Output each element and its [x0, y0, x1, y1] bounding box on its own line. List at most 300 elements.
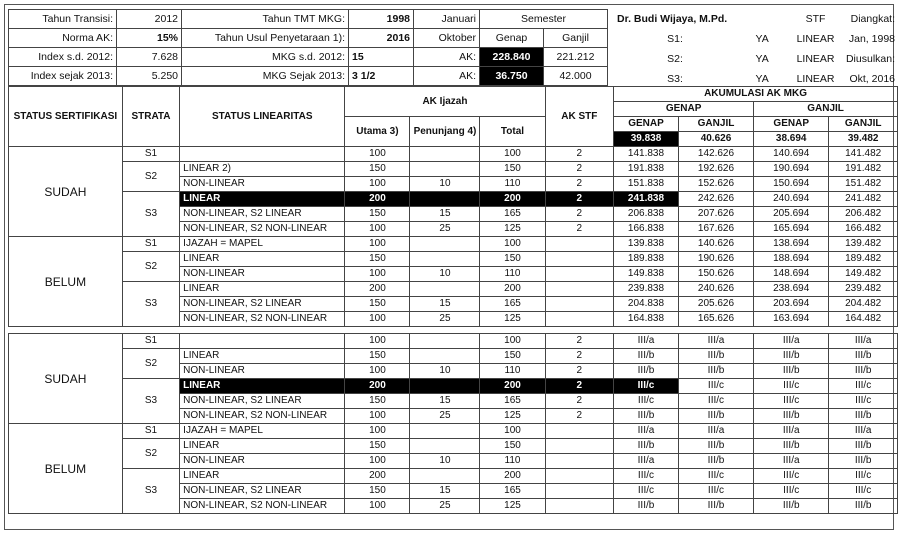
genap-1-cell: III/c [614, 394, 679, 409]
genap-2-cell: III/c [754, 484, 829, 499]
ganjil-2-cell: III/b [829, 364, 898, 379]
total-cell: 165 [480, 207, 545, 222]
genap-2-cell: III/a [754, 334, 829, 349]
ganjil-1-cell: 205.626 [678, 297, 753, 312]
total-cell: 165 [480, 297, 545, 312]
ak-label-2: AK: [414, 67, 480, 86]
genap-1-cell: 206.838 [614, 207, 679, 222]
table-row [9, 424, 898, 439]
genap-1-cell: 204.838 [614, 297, 679, 312]
penunjang-cell [410, 349, 480, 364]
header-genap-group: GENAP [614, 102, 754, 117]
genap-2-cell: 240.694 [754, 192, 829, 207]
table-row [9, 334, 898, 349]
table-row [9, 439, 898, 454]
table-row [9, 379, 898, 394]
total-cell: 200 [480, 192, 545, 207]
ak-stf-cell: 2 [545, 177, 614, 192]
norma-ak-value: 15% [117, 29, 182, 48]
ganjil-1-cell: 190.626 [678, 252, 753, 267]
penunjang-cell: 15 [410, 297, 480, 312]
ak-stf-cell [545, 282, 614, 297]
ak-stf-cell [545, 454, 614, 469]
strata-cell: S3 [122, 192, 179, 237]
total-cell: 150 [480, 252, 545, 267]
ak-stf-cell: 2 [545, 147, 614, 162]
penunjang-cell [410, 192, 480, 207]
utama-cell: 100 [345, 177, 410, 192]
ak-stf-cell: 2 [545, 364, 614, 379]
penunjang-cell: 10 [410, 364, 480, 379]
ak-stf-cell [545, 469, 614, 484]
ak-stf-cell [545, 252, 614, 267]
s1-value: YA [755, 33, 769, 45]
tahun-usul-value: 2016 [349, 29, 414, 48]
penunjang-cell: 25 [410, 312, 480, 327]
genap-1-cell: III/b [614, 349, 679, 364]
ak-stf-cell: 2 [545, 207, 614, 222]
ak-stf-cell: 2 [545, 409, 614, 424]
utama-cell: 200 [345, 379, 410, 394]
strata-cell: S1 [122, 147, 179, 162]
utama-cell: 100 [345, 267, 410, 282]
genap-2-cell: III/c [754, 469, 829, 484]
penunjang-cell: 15 [410, 207, 480, 222]
strata-cell: S3 [122, 379, 179, 424]
ak-stf-cell [545, 267, 614, 282]
ak-stf-cell [545, 424, 614, 439]
genap-1-cell: 189.838 [614, 252, 679, 267]
penunjang-cell: 25 [410, 499, 480, 514]
genap-2-cell: III/b [754, 409, 829, 424]
genap-1-cell: 141.838 [614, 147, 679, 162]
ganjil-2-cell: III/c [829, 394, 898, 409]
genap-2-cell: 163.694 [754, 312, 829, 327]
linearitas-cell: LINEAR [180, 252, 345, 267]
utama-cell: 100 [345, 409, 410, 424]
semester-ganjil-label: Ganjil [544, 29, 608, 48]
index-sejak-2013-value: 5.250 [117, 67, 182, 86]
linearitas-cell: NON-LINEAR, S2 LINEAR [180, 394, 345, 409]
tahun-usul-label: Tahun Usul Penyetaraan 1): [182, 29, 349, 48]
ganjil-2-cell: 139.482 [829, 237, 898, 252]
utama-cell: 150 [345, 252, 410, 267]
table-row [9, 349, 898, 364]
strata-cell: S3 [122, 282, 179, 327]
index-sejak-2013-label: Index sejak 2013: [9, 67, 117, 86]
linearitas-cell: NON-LINEAR [180, 454, 345, 469]
linearitas-cell: LINEAR [180, 349, 345, 364]
header-strata: STRATA [122, 87, 179, 147]
ganjil-1-cell: 152.626 [678, 177, 753, 192]
s3-type: LINEAR [796, 73, 835, 85]
genap-1-cell: III/c [614, 379, 679, 394]
linearitas-cell: LINEAR [180, 469, 345, 484]
s2-type: LINEAR [796, 53, 835, 65]
header-utama: Utama 3) [345, 117, 410, 147]
total-cell: 165 [480, 394, 545, 409]
penunjang-cell [410, 334, 480, 349]
ganjil-1-cell: 140.626 [678, 237, 753, 252]
total-cell: 125 [480, 222, 545, 237]
total-cell: 110 [480, 364, 545, 379]
ak-ganjil-1: 221.212 [544, 48, 608, 67]
utama-cell: 150 [345, 484, 410, 499]
ganjil-1-cell: III/b [678, 499, 753, 514]
ak-ganjil-2: 42.000 [544, 67, 608, 86]
linearitas-cell: LINEAR [180, 192, 345, 207]
sub-genap-2: 38.694 [754, 132, 829, 147]
total-cell: 100 [480, 237, 545, 252]
ganjil-1-cell: 150.626 [678, 267, 753, 282]
s1-type: LINEAR [796, 33, 835, 45]
genap-1-cell: 151.838 [614, 177, 679, 192]
ak-label-1: AK: [414, 48, 480, 67]
linearitas-cell: LINEAR [180, 282, 345, 297]
utama-cell: 100 [345, 222, 410, 237]
ak-stf-cell: 2 [545, 162, 614, 177]
genap-1-cell: III/c [614, 484, 679, 499]
genap-1-cell: 241.838 [614, 192, 679, 207]
penunjang-cell: 15 [410, 394, 480, 409]
penunjang-cell: 10 [410, 177, 480, 192]
ak-stf-cell: 2 [545, 334, 614, 349]
mkg-sd-2012-label: MKG s.d. 2012: [182, 48, 349, 67]
ganjil-2-cell: 166.482 [829, 222, 898, 237]
genap-1-cell: III/c [614, 469, 679, 484]
index-sd-2012-value: 7.628 [117, 48, 182, 67]
linearitas-cell: NON-LINEAR, S2 NON-LINEAR [180, 312, 345, 327]
total-cell: 110 [480, 454, 545, 469]
table-row [9, 237, 898, 252]
ganjil-2-cell: 151.482 [829, 177, 898, 192]
linearitas-cell [180, 147, 345, 162]
ganjil-2-cell: 191.482 [829, 162, 898, 177]
status-cell: BELUM [9, 237, 123, 327]
genap-1-cell: 164.838 [614, 312, 679, 327]
penunjang-cell [410, 439, 480, 454]
genap-2-cell: 205.694 [754, 207, 829, 222]
genap-1-cell: III/a [614, 454, 679, 469]
genap-2-cell: III/a [754, 454, 829, 469]
penunjang-cell [410, 379, 480, 394]
genap-2-cell: III/b [754, 439, 829, 454]
sub-genap-1: 39.838 [614, 132, 679, 147]
genap-1-cell: III/a [614, 334, 679, 349]
table-row [9, 252, 898, 267]
ganjil-2-cell: 204.482 [829, 297, 898, 312]
ak-stf-cell [545, 484, 614, 499]
strata-cell: S1 [122, 424, 179, 439]
genap-2-cell: III/c [754, 379, 829, 394]
genap-2-cell: 150.694 [754, 177, 829, 192]
norma-ak-label: Norma AK: [9, 29, 117, 48]
sub-ganjil-1: 40.626 [678, 132, 753, 147]
linearitas-cell: NON-LINEAR, S2 LINEAR [180, 297, 345, 312]
strata-cell: S1 [122, 334, 179, 349]
header-ganjil-2: GANJIL [829, 117, 898, 132]
ak-stf-cell: 2 [545, 222, 614, 237]
section-separator [9, 327, 898, 334]
tahun-tmt-month: Januari [414, 10, 480, 29]
header-ak-stf: AK STF [545, 87, 614, 147]
linearitas-cell: NON-LINEAR, S2 NON-LINEAR [180, 499, 345, 514]
total-cell: 125 [480, 499, 545, 514]
header-ganjil-1: GANJIL [678, 117, 753, 132]
penunjang-cell [410, 147, 480, 162]
ganjil-1-cell: 165.626 [678, 312, 753, 327]
penunjang-cell [410, 469, 480, 484]
stf-label: STF [805, 13, 826, 25]
header-penunjang: Penunjang 4) [410, 117, 480, 147]
ak-stf-cell [545, 297, 614, 312]
linearitas-cell: NON-LINEAR [180, 267, 345, 282]
strata-cell: S3 [122, 469, 179, 514]
separator-cell [9, 327, 898, 334]
penunjang-cell: 25 [410, 222, 480, 237]
s3-label: S3: [667, 73, 683, 85]
tahun-usul-month: Oktober [414, 29, 480, 48]
tahun-tmt-label: Tahun TMT MKG: [182, 10, 349, 29]
ganjil-1-cell: III/b [678, 409, 753, 424]
total-cell: 110 [480, 267, 545, 282]
ak-genap-1: 228.840 [480, 48, 544, 67]
genap-2-cell: 148.694 [754, 267, 829, 282]
mkg-sejak-2013-label: MKG Sejak 2013: [182, 67, 349, 86]
total-cell: 125 [480, 312, 545, 327]
table-row [9, 469, 898, 484]
header-akumulasi: AKUMULASI AK MKG [614, 87, 898, 102]
ganjil-1-cell: III/a [678, 334, 753, 349]
total-cell: 100 [480, 147, 545, 162]
table-row [9, 282, 898, 297]
penunjang-cell [410, 282, 480, 297]
genap-1-cell: 239.838 [614, 282, 679, 297]
linearitas-cell [180, 334, 345, 349]
utama-cell: 100 [345, 424, 410, 439]
ganjil-2-cell: III/c [829, 379, 898, 394]
utama-cell: 100 [345, 312, 410, 327]
index-sd-2012-label: Index s.d. 2012: [9, 48, 117, 67]
ganjil-2-cell: III/c [829, 469, 898, 484]
utama-cell: 100 [345, 237, 410, 252]
ganjil-1-cell: III/c [678, 394, 753, 409]
linearitas-cell: NON-LINEAR [180, 177, 345, 192]
utama-cell: 150 [345, 394, 410, 409]
ganjil-2-cell: III/a [829, 424, 898, 439]
ganjil-1-cell: III/b [678, 439, 753, 454]
utama-cell: 200 [345, 469, 410, 484]
penunjang-cell: 25 [410, 409, 480, 424]
table-row [9, 162, 898, 177]
ganjil-1-cell: III/c [678, 484, 753, 499]
linearitas-cell: NON-LINEAR, S2 LINEAR [180, 207, 345, 222]
strata-cell: S2 [122, 162, 179, 192]
strata-cell: S2 [122, 439, 179, 469]
genap-1-cell: 149.838 [614, 267, 679, 282]
utama-cell: 100 [345, 147, 410, 162]
penunjang-cell [410, 424, 480, 439]
ak-stf-cell [545, 499, 614, 514]
header-ganjil-group: GANJIL [754, 102, 898, 117]
tahun-transisi-value: 2012 [117, 10, 182, 29]
utama-cell: 200 [345, 192, 410, 207]
mkg-sejak-2013-value: 3 1/2 [349, 67, 414, 86]
total-cell: 200 [480, 282, 545, 297]
utama-cell: 150 [345, 207, 410, 222]
status-cell: SUDAH [9, 334, 123, 424]
ganjil-2-cell: III/b [829, 409, 898, 424]
ganjil-1-cell: III/b [678, 349, 753, 364]
ak-stf-cell [545, 312, 614, 327]
total-cell: 100 [480, 334, 545, 349]
total-cell: 100 [480, 424, 545, 439]
genap-1-cell: 166.838 [614, 222, 679, 237]
status-cell: BELUM [9, 424, 123, 514]
parameter-table [8, 9, 608, 86]
genap-2-cell: III/b [754, 349, 829, 364]
genap-2-cell: III/b [754, 499, 829, 514]
genap-1-cell: 191.838 [614, 162, 679, 177]
ganjil-1-cell: 192.626 [678, 162, 753, 177]
diusulkan-value: Okt, 2016 [849, 73, 895, 85]
ak-stf-cell: 2 [545, 379, 614, 394]
linearitas-cell: NON-LINEAR, S2 NON-LINEAR [180, 409, 345, 424]
ganjil-2-cell: III/b [829, 499, 898, 514]
ganjil-2-cell: III/b [829, 439, 898, 454]
genap-1-cell: 139.838 [614, 237, 679, 252]
genap-1-cell: III/b [614, 364, 679, 379]
genap-2-cell: 190.694 [754, 162, 829, 177]
linearitas-cell: NON-LINEAR, S2 NON-LINEAR [180, 222, 345, 237]
total-cell: 110 [480, 177, 545, 192]
ganjil-1-cell: 207.626 [678, 207, 753, 222]
utama-cell: 150 [345, 297, 410, 312]
ak-stf-cell: 2 [545, 349, 614, 364]
genap-2-cell: III/a [754, 424, 829, 439]
penunjang-cell [410, 237, 480, 252]
total-cell: 200 [480, 469, 545, 484]
ganjil-2-cell: 206.482 [829, 207, 898, 222]
semester-genap-label: Genap [480, 29, 544, 48]
linearitas-cell: NON-LINEAR [180, 364, 345, 379]
linearitas-cell: IJAZAH = MAPEL [180, 237, 345, 252]
ganjil-2-cell: III/b [829, 349, 898, 364]
linearitas-cell: LINEAR [180, 439, 345, 454]
strata-cell: S2 [122, 349, 179, 379]
ganjil-1-cell: 240.626 [678, 282, 753, 297]
ganjil-2-cell: 149.482 [829, 267, 898, 282]
ak-stf-cell: 2 [545, 192, 614, 207]
genap-2-cell: 165.694 [754, 222, 829, 237]
table-body [9, 147, 898, 514]
ganjil-2-cell: 164.482 [829, 312, 898, 327]
semester-label: Semester [480, 10, 608, 29]
genap-2-cell: III/c [754, 394, 829, 409]
mkg-sd-2012-value: 15 [349, 48, 414, 67]
ganjil-1-cell: III/a [678, 424, 753, 439]
utama-cell: 150 [345, 349, 410, 364]
ganjil-2-cell: 141.482 [829, 147, 898, 162]
linearitas-cell: LINEAR 2) [180, 162, 345, 177]
ganjil-2-cell: 239.482 [829, 282, 898, 297]
ganjil-2-cell: 189.482 [829, 252, 898, 267]
linearitas-cell: LINEAR [180, 379, 345, 394]
strata-cell: S1 [122, 237, 179, 252]
ganjil-1-cell: 167.626 [678, 222, 753, 237]
genap-2-cell: 203.694 [754, 297, 829, 312]
genap-1-cell: III/b [614, 439, 679, 454]
table-row [9, 147, 898, 162]
ganjil-1-cell: 242.626 [678, 192, 753, 207]
ganjil-1-cell: 142.626 [678, 147, 753, 162]
diangkat-value: Jan, 1998 [848, 33, 895, 45]
s1-label: S1: [667, 33, 683, 45]
header-status-linearitas: STATUS LINEARITAS [180, 87, 345, 147]
ganjil-2-cell: 241.482 [829, 192, 898, 207]
genap-2-cell: 138.694 [754, 237, 829, 252]
header-genap-1: GENAP [614, 117, 679, 132]
utama-cell: 100 [345, 334, 410, 349]
ganjil-1-cell: III/b [678, 364, 753, 379]
diangkat-label: Diangkat: [850, 13, 895, 25]
header-total: Total [480, 117, 545, 147]
utama-cell: 100 [345, 364, 410, 379]
s3-value: YA [755, 73, 769, 85]
utama-cell: 200 [345, 282, 410, 297]
penunjang-cell [410, 252, 480, 267]
s2-label: S2: [667, 53, 683, 65]
header-genap-2: GENAP [754, 117, 829, 132]
ganjil-1-cell: III/c [678, 379, 753, 394]
ganjil-1-cell: III/b [678, 454, 753, 469]
ganjil-1-cell: III/c [678, 469, 753, 484]
total-cell: 150 [480, 349, 545, 364]
utama-cell: 150 [345, 439, 410, 454]
strata-cell: S2 [122, 252, 179, 282]
teacher-name: Dr. Budi Wijaya, M.Pd. [617, 13, 728, 25]
table-row [9, 192, 898, 207]
teacher-info [614, 9, 898, 89]
ak-stf-cell: 2 [545, 394, 614, 409]
header-status-sertifikasi: STATUS SERTIFIKASI [9, 87, 123, 147]
genap-1-cell: III/b [614, 409, 679, 424]
ak-genap-2: 36.750 [480, 67, 544, 86]
diusulkan-label: Diusulkan: [845, 53, 895, 65]
penunjang-cell: 15 [410, 484, 480, 499]
sub-ganjil-2: 39.482 [829, 132, 898, 147]
ganjil-2-cell: III/a [829, 334, 898, 349]
utama-cell: 150 [345, 162, 410, 177]
utama-cell: 100 [345, 499, 410, 514]
status-cell: SUDAH [9, 147, 123, 237]
total-cell: 165 [480, 484, 545, 499]
penunjang-cell [410, 162, 480, 177]
total-cell: 125 [480, 409, 545, 424]
genap-1-cell: III/b [614, 499, 679, 514]
s2-value: YA [755, 53, 769, 65]
ak-stf-cell [545, 439, 614, 454]
ak-stf-cell [545, 237, 614, 252]
penunjang-cell: 10 [410, 454, 480, 469]
genap-2-cell: 188.694 [754, 252, 829, 267]
tahun-transisi-label: Tahun Transisi: [9, 10, 117, 29]
genap-2-cell: III/b [754, 364, 829, 379]
ganjil-2-cell: III/b [829, 454, 898, 469]
total-cell: 150 [480, 439, 545, 454]
linearitas-cell: NON-LINEAR, S2 LINEAR [180, 484, 345, 499]
ak-mkg-table [8, 86, 898, 514]
